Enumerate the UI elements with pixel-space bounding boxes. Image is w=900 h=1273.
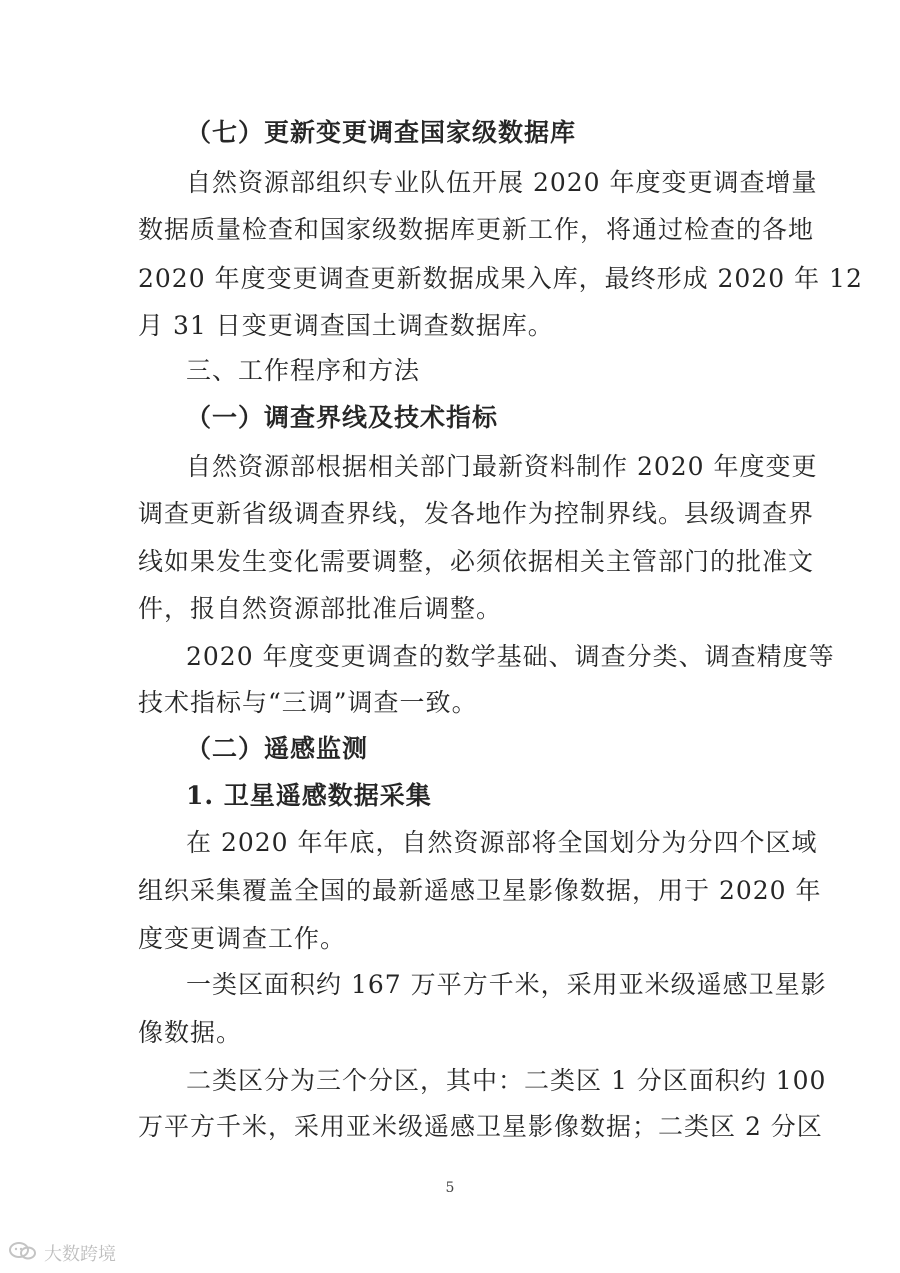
line-03: 数据质量检查和国家级数据库更新工作，将通过检查的各地 xyxy=(138,215,815,244)
line-11: 件，报自然资源部批准后调整。 xyxy=(138,594,503,623)
line-04: 2020 年度变更调查更新数据成果入库，最终形成 2020 年 12 xyxy=(138,264,863,293)
page-number: 5 xyxy=(445,1180,455,1196)
line-07: （一）调查界线及技术指标 xyxy=(186,403,499,432)
line-01: （七）更新变更调查国家级数据库 xyxy=(186,118,577,147)
watermark xyxy=(8,1240,116,1266)
wechat-logo-icon xyxy=(8,1240,38,1267)
line-13: 技术指标与“三调”调查一致。 xyxy=(138,688,478,717)
line-16: 在 2020 年年底，自然资源部将全国划分为分四个区域 xyxy=(186,828,818,857)
line-14: （二）遥感监测 xyxy=(186,734,369,763)
line-06: 三、工作程序和方法 xyxy=(186,356,421,385)
watermark-text: 大数跨境 xyxy=(44,1244,116,1265)
line-02: 自然资源部组织专业队伍开展 2020 年度变更调查增量 xyxy=(186,168,818,197)
line-17: 组织采集覆盖全国的最新遥感卫星影像数据，用于 2020 年 xyxy=(138,876,822,905)
line-20: 像数据。 xyxy=(138,1018,243,1047)
line-08: 自然资源部根据相关部门最新资料制作 2020 年度变更 xyxy=(186,452,818,481)
line-18: 度变更调查工作。 xyxy=(138,924,347,953)
line-21: 二类区分为三个分区，其中：二类区 1 分区面积约 100 xyxy=(186,1066,827,1095)
line-05: 月 31 日变更调查国土调查数据库。 xyxy=(138,311,554,340)
line-10: 线如果发生变化需要调整，必须依据相关主管部门的批准文 xyxy=(138,547,815,576)
line-22: 万平方千米，采用亚米级遥感卫星影像数据；二类区 2 分区 xyxy=(138,1112,823,1141)
line-19: 一类区面积约 167 万平方千米，采用亚米级遥感卫星影 xyxy=(186,970,827,999)
line-15: 1. 卫星遥感数据采集 xyxy=(186,781,432,810)
line-12: 2020 年度变更调查的数学基础、调查分类、调查精度等 xyxy=(186,642,835,671)
line-09: 调查更新省级调查界线，发各地作为控制界线。县级调查界 xyxy=(138,499,815,528)
